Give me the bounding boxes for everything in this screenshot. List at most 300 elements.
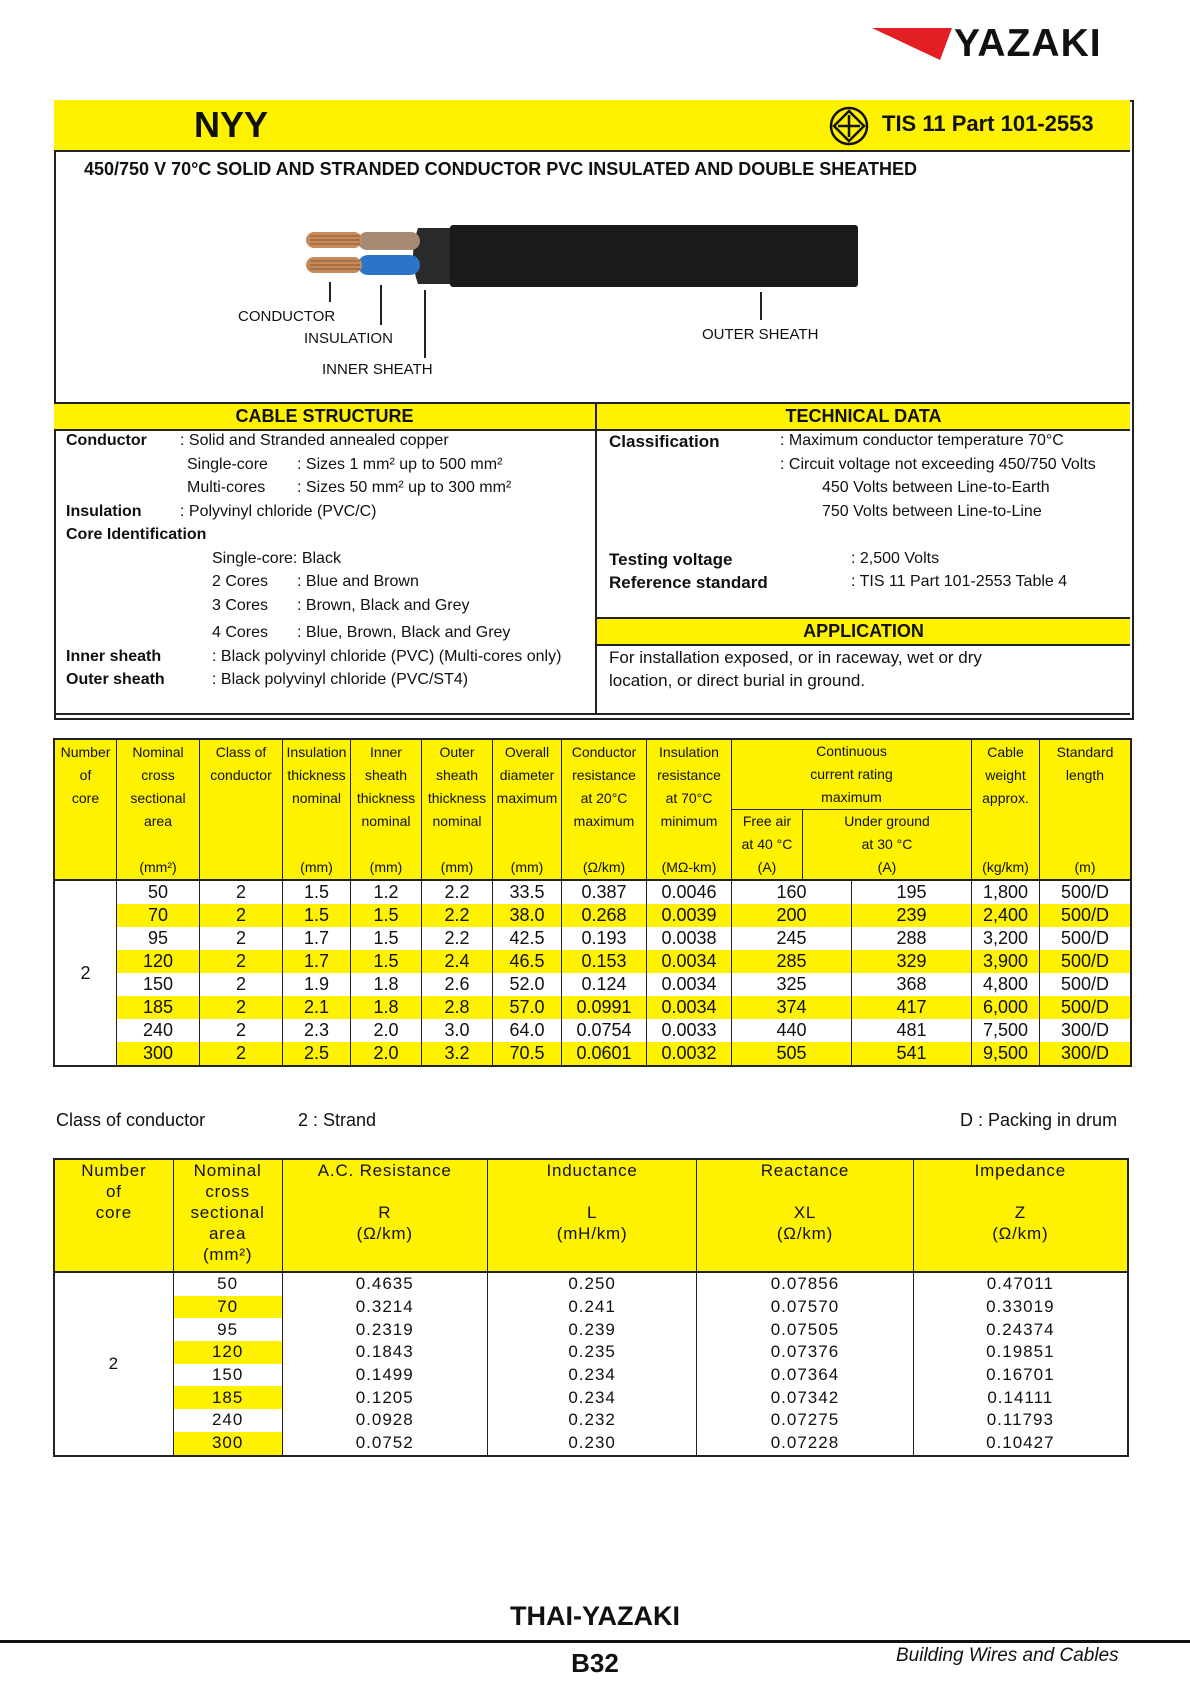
table2-row — [54, 1318, 1128, 1341]
header-number-of-core — [54, 739, 117, 880]
table2-cell: 0.0928 — [282, 1409, 487, 1432]
header-under-ground — [803, 810, 971, 879]
table-cell: 374 — [732, 996, 852, 1019]
table-cell: 120 — [117, 950, 200, 973]
table-cell: 245 — [732, 927, 852, 950]
reference-standard-value: : TIS 11 Part 101-2553 Table 4 — [851, 573, 1068, 590]
inner-sheath-label: INNER SHEATH — [322, 361, 433, 378]
free-air-unit: (A) — [757, 859, 777, 875]
product-header — [54, 100, 1130, 152]
under-ground-unit: (A) — [877, 859, 897, 875]
packing-note: D : Packing in drum — [960, 1110, 1118, 1130]
header2-reactance-line: (Ω/km) — [776, 1224, 834, 1243]
insulation-pointer — [380, 285, 382, 325]
table-header-row — [54, 739, 1131, 880]
table-cell: 1.5 — [351, 950, 422, 973]
table-cell: 1.9 — [283, 973, 351, 996]
table-cell: 57.0 — [493, 996, 562, 1019]
header2-inductance — [487, 1159, 696, 1272]
conductor-pointer — [329, 282, 331, 302]
table-cell: 200 — [732, 904, 852, 927]
table-cell: 64.0 — [493, 1019, 562, 1042]
cores3-value: : Brown, Black and Grey — [297, 597, 470, 614]
table-row — [54, 973, 1131, 996]
number-of-core-cell: 2 — [54, 880, 117, 1066]
table-cell: 440 — [732, 1019, 852, 1042]
table-cell: 500/D — [1040, 904, 1132, 927]
conductor-heading: Conductor — [66, 432, 147, 449]
product-name: NYY — [194, 104, 269, 145]
table2-cell: 150 — [173, 1364, 282, 1387]
table2-cell: 50 — [173, 1272, 282, 1296]
cores3-label: 3 Cores — [212, 597, 269, 614]
table2-cell: 0.07505 — [697, 1318, 913, 1341]
column-divider — [595, 429, 597, 714]
header2-impedance-line — [914, 1181, 1127, 1202]
table-cell: 2.6 — [422, 973, 493, 996]
table2-cell: 0.14111 — [913, 1386, 1128, 1409]
header-conductor-resistance-line: at 20°C — [580, 790, 628, 806]
header-conductor-resistance-line: maximum — [573, 813, 635, 829]
table-cell: 2 — [200, 950, 283, 973]
header-outer-sheath-unit: (mm) — [440, 859, 474, 875]
header-insulation-resistance — [647, 739, 732, 880]
header2-nominal-area-line: Nominal — [193, 1161, 262, 1180]
table-cell: 300/D — [1040, 1042, 1132, 1066]
cores2-value: : Blue and Brown — [297, 573, 419, 590]
table2-cell: 0.47011 — [913, 1272, 1128, 1296]
header2-nominal-area — [173, 1159, 282, 1272]
header2-nominal-area-line: sectional — [190, 1203, 265, 1222]
header-class-line: Class of — [215, 744, 267, 760]
header-current-rating-line: current rating — [810, 766, 893, 782]
header-outer-sheath-line: sheath — [435, 767, 479, 783]
outer-sheath-pointer — [760, 292, 762, 320]
standard-label: TIS 11 Part 101-2553 — [882, 111, 1094, 136]
table2-row — [54, 1386, 1128, 1409]
table-cell: 0.0039 — [647, 904, 732, 927]
table-cell: 0.0991 — [562, 996, 647, 1019]
table2-cell: 0.234 — [487, 1386, 696, 1409]
header2-impedance-line: Z — [1014, 1203, 1026, 1222]
table-cell: 4,800 — [972, 973, 1040, 996]
testing-voltage-value: : 2,500 Volts — [851, 550, 940, 567]
table-cell: 285 — [732, 950, 852, 973]
logo-mark-icon — [872, 26, 952, 62]
header2-nominal-area-line: cross — [205, 1182, 250, 1201]
header2-number-of-core-line: Number — [81, 1161, 147, 1180]
table2-cell: 95 — [173, 1318, 282, 1341]
table-cell: 2 — [200, 996, 283, 1019]
header2-impedance — [913, 1159, 1128, 1272]
table2-cell: 0.07364 — [697, 1364, 913, 1387]
table2-cell: 185 — [173, 1386, 282, 1409]
table-cell: 2.2 — [422, 927, 493, 950]
cable-weight-unit: (kg/km) — [982, 859, 1029, 875]
standard-length-unit: (m) — [1074, 859, 1096, 875]
header2-ac-resistance-line: (Ω/km) — [356, 1224, 413, 1243]
table2-cell: 0.07228 — [697, 1432, 913, 1456]
brand-name: YAZAKI — [954, 22, 1102, 65]
table2-cell: 0.3214 — [282, 1296, 487, 1319]
header-inner-sheath-line: nominal — [361, 813, 411, 829]
table-cell: 2.3 — [283, 1019, 351, 1042]
table-cell: 7,500 — [972, 1019, 1040, 1042]
table-cell: 0.124 — [562, 973, 647, 996]
table2-header-row — [54, 1159, 1128, 1272]
single-core-value: : Sizes 1 mm² up to 500 mm² — [297, 456, 503, 473]
header-current-rating-line: Continuous — [816, 743, 887, 759]
table-cell: 3.0 — [422, 1019, 493, 1042]
table-cell: 1.5 — [351, 927, 422, 950]
header-insulation-resistance-line: at 70°C — [665, 790, 713, 806]
table-cell: 0.153 — [562, 950, 647, 973]
header2-number-of-core-line: of — [105, 1182, 122, 1201]
table-cell: 2.0 — [351, 1042, 422, 1066]
table-cell: 368 — [852, 973, 972, 996]
electrical-characteristics-table — [53, 1158, 1129, 1457]
header-inner-sheath-line: thickness — [356, 790, 416, 806]
header-nominal-area-line: cross — [141, 767, 175, 783]
header-overall-diameter-unit: (mm) — [510, 859, 544, 875]
application-line-1: For installation exposed, or in raceway, wet or dry — [609, 648, 982, 667]
table2-cell: 0.10427 — [913, 1432, 1128, 1456]
header-under-ground-line: Under ground — [844, 813, 930, 829]
table-cell: 70.5 — [493, 1042, 562, 1066]
table2-cell: 0.24374 — [913, 1318, 1128, 1341]
technical-data-title: TECHNICAL DATA — [597, 402, 1130, 431]
header-insulation-resistance-line: resistance — [657, 767, 721, 783]
table-cell: 38.0 — [493, 904, 562, 927]
table-cell: 2 — [200, 1042, 283, 1066]
table-cell: 1.5 — [283, 880, 351, 904]
table2-cell: 0.232 — [487, 1409, 696, 1432]
table-row — [54, 1019, 1131, 1042]
table2-cell: 120 — [173, 1341, 282, 1364]
header-free-air-line: at 40 °C — [741, 836, 793, 852]
inner-sheath-pointer — [424, 290, 426, 358]
multi-core-value: : Sizes 50 mm² up to 300 mm² — [297, 479, 512, 496]
product-subtitle: 450/750 V 70°C SOLID AND STRANDED CONDUCTOR PVC INSULATED AND DOUBLE SHEATHED — [84, 159, 917, 179]
table-cell: 505 — [732, 1042, 852, 1066]
table2-cell: 0.07342 — [697, 1386, 913, 1409]
header-number-of-core-line: Number — [60, 744, 111, 760]
table-cell: 2 — [200, 904, 283, 927]
table-cell: 52.0 — [493, 973, 562, 996]
table-cell: 1,800 — [972, 880, 1040, 904]
yazaki-logo — [872, 22, 1132, 68]
table-cell: 2 — [200, 927, 283, 950]
table2-row — [54, 1364, 1128, 1387]
header-inner-sheath-unit: (mm) — [369, 859, 403, 875]
table-cell: 3,200 — [972, 927, 1040, 950]
table2-cell: 0.1843 — [282, 1341, 487, 1364]
table-cell: 300 — [117, 1042, 200, 1066]
header2-ac-resistance-line — [283, 1181, 487, 1202]
table-cell: 417 — [852, 996, 972, 1019]
header2-ac-resistance — [282, 1159, 487, 1272]
header-number-of-core-line: of — [79, 767, 92, 783]
header-overall-diameter-line: diameter — [499, 767, 555, 783]
table-cell: 0.387 — [562, 880, 647, 904]
table-cell: 325 — [732, 973, 852, 996]
cable-structure-title: CABLE STRUCTURE — [54, 402, 597, 431]
header2-inductance-line — [488, 1181, 696, 1202]
header-class — [200, 739, 283, 880]
table-cell: 239 — [852, 904, 972, 927]
header-current-rating — [732, 739, 972, 880]
reference-standard-heading: Reference standard — [609, 573, 768, 592]
header-conductor-resistance-unit: (Ω/km) — [582, 859, 626, 875]
header2-inductance-line: (mH/km) — [556, 1224, 628, 1243]
table2-cell: 70 — [173, 1296, 282, 1319]
header-free-air — [732, 810, 803, 879]
table2-cell: 300 — [173, 1432, 282, 1456]
header-cable-weight-line: weight — [985, 767, 1026, 783]
header-insulation — [283, 739, 351, 880]
header2-inductance-line: Inductance — [546, 1161, 638, 1180]
header2-impedance-line: (Ω/km) — [992, 1224, 1049, 1243]
table-cell: 500/D — [1040, 973, 1132, 996]
header-conductor-resistance-line: Conductor — [571, 744, 637, 760]
header-insulation-line: nominal — [291, 790, 342, 806]
table-cell: 1.5 — [283, 904, 351, 927]
table-cell: 329 — [852, 950, 972, 973]
table-cell: 2 — [200, 880, 283, 904]
table-cell: 2 — [200, 973, 283, 996]
table2-cell: 0.230 — [487, 1432, 696, 1456]
header-class-line: conductor — [210, 767, 272, 783]
header-standard-length-line: length — [1065, 767, 1105, 783]
table-cell: 500/D — [1040, 880, 1132, 904]
testing-voltage-heading: Testing voltage — [609, 550, 733, 569]
table-cell: 2.0 — [351, 1019, 422, 1042]
table-cell: 500/D — [1040, 950, 1132, 973]
table2-cell: 0.241 — [487, 1296, 696, 1319]
table-cell: 0.0034 — [647, 996, 732, 1019]
table-cell: 2 — [200, 1019, 283, 1042]
table-cell: 541 — [852, 1042, 972, 1066]
core-identification-heading: Core Identification — [66, 526, 207, 543]
table-row — [54, 927, 1131, 950]
table2-cell: 240 — [173, 1409, 282, 1432]
footer-company: THAI-YAZAKI — [509, 1601, 680, 1631]
table2-cell: 0.0752 — [282, 1432, 487, 1456]
insulation-heading: Insulation — [66, 503, 142, 520]
header-nominal-area-line: area — [143, 813, 173, 829]
table2-row — [54, 1409, 1128, 1432]
table-cell: 2.1 — [283, 996, 351, 1019]
header-outer-sheath — [422, 739, 493, 880]
table2-cell: 0.11793 — [913, 1409, 1128, 1432]
table2-cell: 0.2319 — [282, 1318, 487, 1341]
application-title: APPLICATION — [597, 617, 1130, 646]
header2-nominal-area-line: (mm²) — [202, 1245, 253, 1264]
table-cell: 9,500 — [972, 1042, 1040, 1066]
header2-nominal-area-line: area — [209, 1224, 247, 1243]
outer-sheath-value: : Black polyvinyl chloride (PVC/ST4) — [212, 671, 469, 688]
page-number: B32 — [571, 1648, 619, 1678]
table-cell: 150 — [117, 973, 200, 996]
classification-line-2: : Circuit voltage not exceeding 450/750 Volts — [780, 456, 1096, 473]
table-cell: 300/D — [1040, 1019, 1132, 1042]
header2-ac-resistance-line: A.C. Resistance — [317, 1161, 452, 1180]
table-cell: 2,400 — [972, 904, 1040, 927]
header-outer-sheath-line: thickness — [427, 790, 487, 806]
conductor-value: : Solid and Stranded annealed copper — [180, 432, 449, 449]
table2-cell: 0.07856 — [697, 1272, 913, 1296]
header-insulation-resistance-unit: (MΩ-km) — [661, 859, 717, 875]
table2-cell: 0.1205 — [282, 1386, 487, 1409]
table2-cell: 0.239 — [487, 1318, 696, 1341]
insulation-label: INSULATION — [304, 330, 393, 347]
table-cell: 33.5 — [493, 880, 562, 904]
table-cell: 1.8 — [351, 996, 422, 1019]
table2-row — [54, 1272, 1128, 1296]
table2-cell: 0.4635 — [282, 1272, 487, 1296]
header-nominal-area-line: Nominal — [132, 744, 184, 760]
table-cell: 2.4 — [422, 950, 493, 973]
classification-heading: Classification — [609, 432, 720, 451]
cable-spec-table — [53, 738, 1132, 1067]
classification-line-3: 450 Volts between Line-to-Earth — [822, 479, 1050, 496]
table-cell: 1.7 — [283, 950, 351, 973]
table-cell: 0.0033 — [647, 1019, 732, 1042]
class-of-conductor-value: 2 : Strand — [298, 1110, 377, 1130]
table-cell: 70 — [117, 904, 200, 927]
outer-sheath-heading: Outer sheath — [66, 671, 165, 688]
table2-cell: 0.235 — [487, 1341, 696, 1364]
table-cell: 0.0034 — [647, 950, 732, 973]
header2-reactance-line: Reactance — [760, 1161, 850, 1180]
header-inner-sheath-line: Inner — [370, 744, 402, 760]
table-cell: 195 — [852, 880, 972, 904]
table-cell: 185 — [117, 996, 200, 1019]
outer-sheath-label: OUTER SHEATH — [702, 326, 819, 343]
header2-number-of-core-line: core — [95, 1203, 132, 1222]
table-cell: 1.7 — [283, 927, 351, 950]
table-row — [54, 950, 1131, 973]
single-core-label: Single-core — [187, 456, 268, 473]
insulation-value: : Polyvinyl chloride (PVC/C) — [180, 503, 377, 520]
table2-cell: 0.16701 — [913, 1364, 1128, 1387]
table2-cell: 0.19851 — [913, 1341, 1128, 1364]
table2-row — [54, 1432, 1128, 1456]
header-under-ground-line: at 30 °C — [861, 836, 913, 852]
header-inner-sheath — [351, 739, 422, 880]
table-cell: 0.0601 — [562, 1042, 647, 1066]
header-free-air-line: Free air — [742, 813, 792, 829]
table-cell: 481 — [852, 1019, 972, 1042]
header-insulation-unit: (mm) — [300, 859, 333, 875]
cable-illustration — [300, 220, 870, 295]
header-insulation-resistance-line: Insulation — [659, 744, 719, 760]
header-cable-weight-line: Cable — [987, 744, 1024, 760]
table-cell: 50 — [117, 880, 200, 904]
table2-row — [54, 1296, 1128, 1319]
table-cell: 6,000 — [972, 996, 1040, 1019]
header-current-rating-line: maximum — [821, 789, 882, 805]
table-cell: 0.0046 — [647, 880, 732, 904]
table-cell: 3.2 — [422, 1042, 493, 1066]
header-standard-length — [1040, 739, 1132, 880]
header-conductor-resistance — [562, 739, 647, 880]
table-cell: 2.2 — [422, 904, 493, 927]
table-row — [54, 880, 1131, 904]
table-cell: 0.268 — [562, 904, 647, 927]
classification-line-4: 750 Volts between Line-to-Line — [822, 503, 1042, 520]
table2-cell: 0.07275 — [697, 1409, 913, 1432]
tis-mark-icon — [829, 106, 869, 146]
number-of-core-cell: 2 — [54, 1272, 173, 1456]
table2-cell: 0.07376 — [697, 1341, 913, 1364]
header-number-of-core-line: core — [71, 790, 100, 806]
current-subheaders — [732, 809, 971, 879]
footer-category: Building Wires and Cables — [896, 1645, 1119, 1666]
header-nominal-area-line: sectional — [130, 790, 186, 806]
table-cell: 3,900 — [972, 950, 1040, 973]
table-cell: 1.2 — [351, 880, 422, 904]
header-nominal-area-unit: (mm²) — [139, 859, 177, 875]
header2-ac-resistance-line: R — [378, 1203, 392, 1222]
header-overall-diameter-line: Overall — [504, 744, 550, 760]
header-insulation-resistance-line: minimum — [660, 813, 718, 829]
header2-reactance — [697, 1159, 913, 1272]
header2-reactance-line — [697, 1181, 912, 1202]
inner-sheath-heading: Inner sheath — [66, 648, 162, 665]
header-cable-weight-line: approx. — [982, 790, 1029, 806]
header2-inductance-line: L — [586, 1203, 598, 1222]
header-overall-diameter — [493, 739, 562, 880]
table-cell: 2.5 — [283, 1042, 351, 1066]
table-row — [54, 996, 1131, 1019]
header2-number-of-core — [54, 1159, 173, 1272]
header2-impedance-line: Impedance — [974, 1161, 1066, 1180]
conductor-label: CONDUCTOR — [238, 308, 336, 325]
table-cell: 160 — [732, 880, 852, 904]
footer-rule — [0, 1640, 1190, 1643]
cores4-label: 4 Cores — [212, 624, 269, 641]
header-cable-weight — [972, 739, 1040, 880]
table2-cell: 0.234 — [487, 1364, 696, 1387]
table-cell: 0.0034 — [647, 973, 732, 996]
table2-cell: 0.33019 — [913, 1296, 1128, 1319]
table-cell: 2.2 — [422, 880, 493, 904]
table2-cell: 0.250 — [487, 1272, 696, 1296]
table2-row — [54, 1341, 1128, 1364]
inner-sheath-value: : Black polyvinyl chloride (PVC) (Multi-cores only) — [212, 648, 562, 665]
header-standard-length-line: Standard — [1056, 744, 1114, 760]
table-row — [54, 904, 1131, 927]
table-cell: 1.5 — [351, 904, 422, 927]
table-cell: 0.0038 — [647, 927, 732, 950]
header-inner-sheath-line: sheath — [364, 767, 408, 783]
table2-cell: 0.07570 — [697, 1296, 913, 1319]
classification-line-1: : Maximum conductor temperature 70°C — [780, 432, 1064, 449]
class-of-conductor-label: Class of conductor — [56, 1110, 206, 1130]
table-cell: 1.8 — [351, 973, 422, 996]
table-cell: 500/D — [1040, 927, 1132, 950]
table-row — [54, 1042, 1131, 1066]
header2-reactance-line: XL — [793, 1203, 817, 1222]
header-insulation-line: Insulation — [286, 744, 347, 760]
header-outer-sheath-line: nominal — [432, 813, 482, 829]
table2-cell: 0.1499 — [282, 1364, 487, 1387]
table-cell: 500/D — [1040, 996, 1132, 1019]
header-outer-sheath-line: Outer — [439, 744, 475, 760]
table-cell: 288 — [852, 927, 972, 950]
table-cell: 240 — [117, 1019, 200, 1042]
